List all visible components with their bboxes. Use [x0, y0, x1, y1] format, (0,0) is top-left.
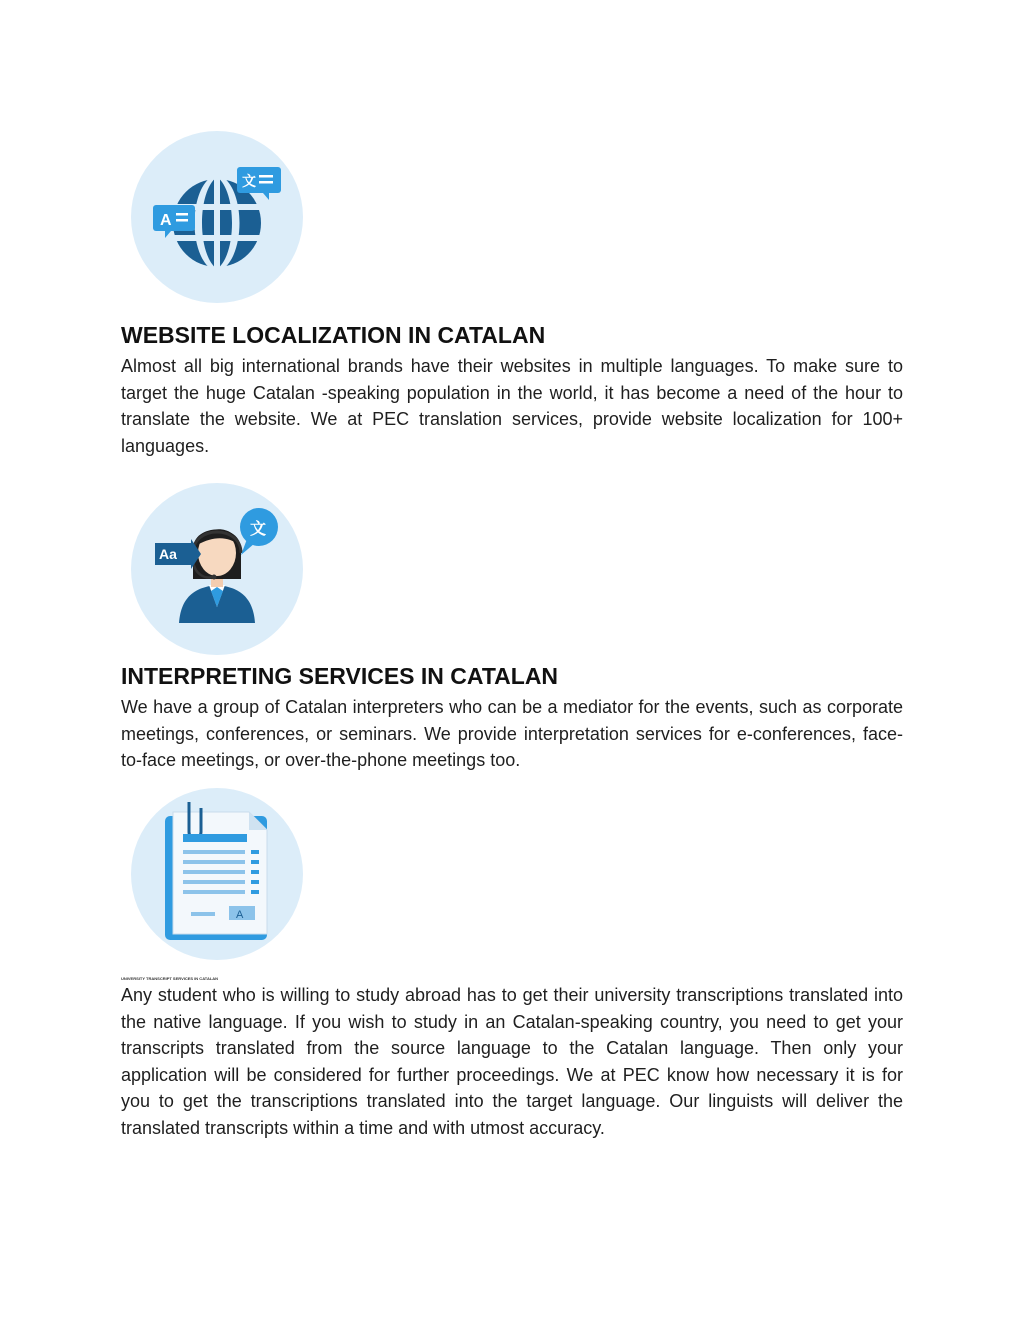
- section-university-transcript: [121, 976, 903, 1141]
- svg-text:文: 文: [242, 174, 256, 190]
- section-heading: INTERPRETING SERVICES IN CATALAN: [121, 663, 559, 689]
- section-heading: WEBSITE LOCALIZATION IN CATALAN: [121, 322, 546, 348]
- section-website-localization: [121, 320, 903, 459]
- interpreter-headset-icon: [131, 483, 303, 655]
- svg-text:A: A: [160, 212, 172, 229]
- transcript-document-icon: [131, 788, 303, 960]
- section-body: We have a group of Catalan interpreters who can be a mediator for the events, such as corporate meetings, conferences, or seminars. We provide interpretation services for e-conferences, face-to-face meetings, or over-the-phone meetings too.: [121, 697, 903, 770]
- svg-text:文: 文: [250, 519, 267, 538]
- section-interpreting-services: [121, 661, 903, 774]
- section-body: Almost all big international brands have their websites in multiple languages. To make sure to target the huge Catalan -speaking population in the world, it has become a need of the hour to translate the website. We at PEC translation services, provide website localization for 100+ languages.: [121, 356, 903, 456]
- svg-text:A: A: [236, 909, 244, 921]
- svg-text:Aa: Aa: [159, 546, 177, 562]
- section-body: Any student who is willing to study abroad has to get their university transcriptions translated into the native language. If you wish to study in an Catalan-speaking country, you need to get your transcripts translated from the source language to the Catalan language. Then only your application will be considered for further proceedings. We at PEC know how necessary it is for you to get the transcriptions translated into the target language. Our linguists will deliver the translated transcripts within a time and with utmost accuracy.: [121, 985, 903, 1138]
- globe-language-icon: [131, 131, 303, 303]
- section-heading: UNIVERSITY TRANSCRIPT SERVICES IN CATALAN: [121, 976, 219, 981]
